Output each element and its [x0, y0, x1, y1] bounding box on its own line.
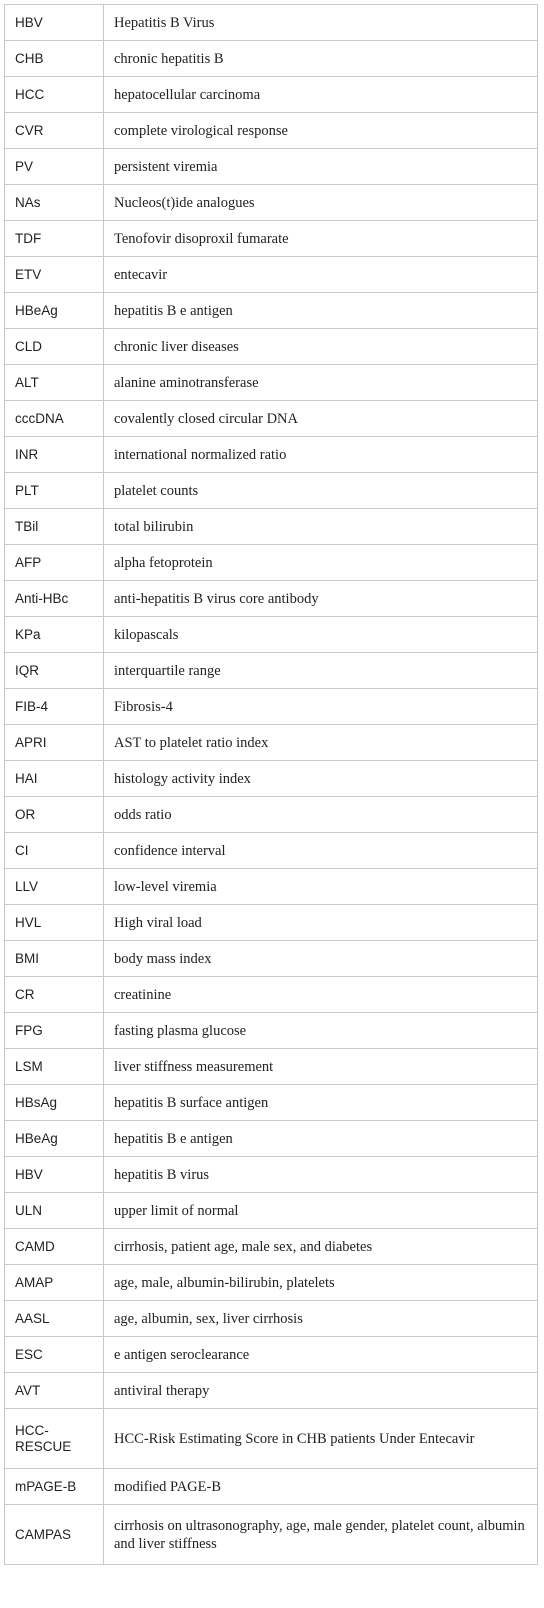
- table-row: [5, 5, 538, 41]
- definition-cell: platelet counts: [104, 473, 538, 509]
- definition-cell: upper limit of normal: [104, 1193, 538, 1229]
- definition-cell: kilopascals: [104, 617, 538, 653]
- table-row: [5, 365, 538, 401]
- definition-cell: e antigen seroclearance: [104, 1337, 538, 1373]
- abbreviations-table: [4, 4, 538, 1565]
- table-row: [5, 1337, 538, 1373]
- table-row: [5, 1265, 538, 1301]
- definition-cell: complete virological response: [104, 113, 538, 149]
- table-row: [5, 293, 538, 329]
- definition-cell: hepatitis B e antigen: [104, 1121, 538, 1157]
- definition-cell: fasting plasma glucose: [104, 1013, 538, 1049]
- abbreviation-cell: AFP: [5, 545, 104, 581]
- abbreviation-cell: TDF: [5, 221, 104, 257]
- table-row: [5, 725, 538, 761]
- table-row: [5, 761, 538, 797]
- definition-cell: Fibrosis-4: [104, 689, 538, 725]
- definition-cell: cirrhosis on ultrasonography, age, male gender, platelet count, albumin and liver stiffness: [104, 1505, 538, 1565]
- abbreviation-cell: CVR: [5, 113, 104, 149]
- abbreviation-cell: BMI: [5, 941, 104, 977]
- abbreviation-cell: mPAGE-B: [5, 1469, 104, 1505]
- definition-cell: entecavir: [104, 257, 538, 293]
- abbreviation-cell: LLV: [5, 869, 104, 905]
- abbreviation-cell: HBeAg: [5, 293, 104, 329]
- definition-cell: liver stiffness measurement: [104, 1049, 538, 1085]
- abbreviation-cell: HCC-RESCUE: [5, 1409, 104, 1469]
- abbreviation-cell: LSM: [5, 1049, 104, 1085]
- definition-cell: cirrhosis, patient age, male sex, and diabetes: [104, 1229, 538, 1265]
- table-row: [5, 1013, 538, 1049]
- definition-cell: low-level viremia: [104, 869, 538, 905]
- definition-cell: hepatitis B virus: [104, 1157, 538, 1193]
- abbreviation-cell: TBil: [5, 509, 104, 545]
- definition-cell: alpha fetoprotein: [104, 545, 538, 581]
- table-row: [5, 41, 538, 77]
- definition-cell: High viral load: [104, 905, 538, 941]
- definition-cell: confidence interval: [104, 833, 538, 869]
- table-row: [5, 869, 538, 905]
- abbreviation-cell: PLT: [5, 473, 104, 509]
- definition-cell: interquartile range: [104, 653, 538, 689]
- definition-cell: histology activity index: [104, 761, 538, 797]
- table-row: [5, 1505, 538, 1565]
- definition-cell: hepatocellular carcinoma: [104, 77, 538, 113]
- abbreviation-cell: HAI: [5, 761, 104, 797]
- definition-cell: Tenofovir disoproxil fumarate: [104, 221, 538, 257]
- table-row: [5, 797, 538, 833]
- abbreviation-cell: ESC: [5, 1337, 104, 1373]
- table-row: [5, 1469, 538, 1505]
- table-row: [5, 1229, 538, 1265]
- abbreviation-cell: ULN: [5, 1193, 104, 1229]
- abbreviation-cell: OR: [5, 797, 104, 833]
- definition-cell: Nucleos(t)ide analogues: [104, 185, 538, 221]
- definition-cell: modified PAGE-B: [104, 1469, 538, 1505]
- abbreviations-table-body: [5, 5, 538, 1565]
- table-row: [5, 185, 538, 221]
- abbreviation-cell: ETV: [5, 257, 104, 293]
- table-row: [5, 545, 538, 581]
- definition-cell: covalently closed circular DNA: [104, 401, 538, 437]
- definition-cell: persistent viremia: [104, 149, 538, 185]
- table-row: [5, 977, 538, 1013]
- abbreviation-cell: CHB: [5, 41, 104, 77]
- abbreviation-cell: ALT: [5, 365, 104, 401]
- table-row: [5, 1193, 538, 1229]
- definition-cell: odds ratio: [104, 797, 538, 833]
- abbreviation-cell: AASL: [5, 1301, 104, 1337]
- table-row: [5, 401, 538, 437]
- table-row: [5, 581, 538, 617]
- table-row: [5, 1085, 538, 1121]
- table-row: [5, 617, 538, 653]
- abbreviation-cell: INR: [5, 437, 104, 473]
- table-row: [5, 329, 538, 365]
- definition-cell: anti-hepatitis B virus core antibody: [104, 581, 538, 617]
- table-row: [5, 77, 538, 113]
- abbreviation-cell: HBV: [5, 1157, 104, 1193]
- definition-cell: total bilirubin: [104, 509, 538, 545]
- table-row: [5, 437, 538, 473]
- definition-cell: alanine aminotransferase: [104, 365, 538, 401]
- table-row: [5, 509, 538, 545]
- table-row: [5, 113, 538, 149]
- table-row: [5, 833, 538, 869]
- definition-cell: HCC-Risk Estimating Score in CHB patients Under Entecavir: [104, 1409, 538, 1469]
- abbreviation-cell: HBsAg: [5, 1085, 104, 1121]
- table-row: [5, 473, 538, 509]
- definition-cell: chronic liver diseases: [104, 329, 538, 365]
- definition-cell: age, albumin, sex, liver cirrhosis: [104, 1301, 538, 1337]
- definition-cell: age, male, albumin-bilirubin, platelets: [104, 1265, 538, 1301]
- abbreviation-cell: FPG: [5, 1013, 104, 1049]
- abbreviation-cell: CAMPAS: [5, 1505, 104, 1565]
- abbreviation-cell: KPa: [5, 617, 104, 653]
- definition-cell: Hepatitis B Virus: [104, 5, 538, 41]
- definition-cell: chronic hepatitis B: [104, 41, 538, 77]
- abbreviation-cell: cccDNA: [5, 401, 104, 437]
- definition-cell: antiviral therapy: [104, 1373, 538, 1409]
- abbreviation-cell: CAMD: [5, 1229, 104, 1265]
- abbreviation-cell: CI: [5, 833, 104, 869]
- table-row: [5, 1409, 538, 1469]
- abbreviation-cell: CLD: [5, 329, 104, 365]
- definition-cell: creatinine: [104, 977, 538, 1013]
- table-row: [5, 149, 538, 185]
- abbreviation-cell: HCC: [5, 77, 104, 113]
- table-row: [5, 1049, 538, 1085]
- definition-cell: hepatitis B e antigen: [104, 293, 538, 329]
- table-row: [5, 221, 538, 257]
- table-row: [5, 689, 538, 725]
- table-row: [5, 653, 538, 689]
- abbreviation-cell: CR: [5, 977, 104, 1013]
- abbreviation-cell: HVL: [5, 905, 104, 941]
- abbreviation-cell: PV: [5, 149, 104, 185]
- abbreviation-cell: AVT: [5, 1373, 104, 1409]
- abbreviation-cell: Anti-HBc: [5, 581, 104, 617]
- table-row: [5, 905, 538, 941]
- abbreviation-cell: FIB-4: [5, 689, 104, 725]
- table-row: [5, 257, 538, 293]
- abbreviation-cell: AMAP: [5, 1265, 104, 1301]
- definition-cell: body mass index: [104, 941, 538, 977]
- table-row: [5, 1121, 538, 1157]
- abbreviation-cell: IQR: [5, 653, 104, 689]
- definition-cell: hepatitis B surface antigen: [104, 1085, 538, 1121]
- definition-cell: AST to platelet ratio index: [104, 725, 538, 761]
- abbreviation-cell: HBV: [5, 5, 104, 41]
- definition-cell: international normalized ratio: [104, 437, 538, 473]
- abbreviation-cell: APRI: [5, 725, 104, 761]
- abbreviation-cell: HBeAg: [5, 1121, 104, 1157]
- table-row: [5, 1157, 538, 1193]
- table-row: [5, 941, 538, 977]
- abbreviation-cell: NAs: [5, 185, 104, 221]
- table-row: [5, 1373, 538, 1409]
- table-row: [5, 1301, 538, 1337]
